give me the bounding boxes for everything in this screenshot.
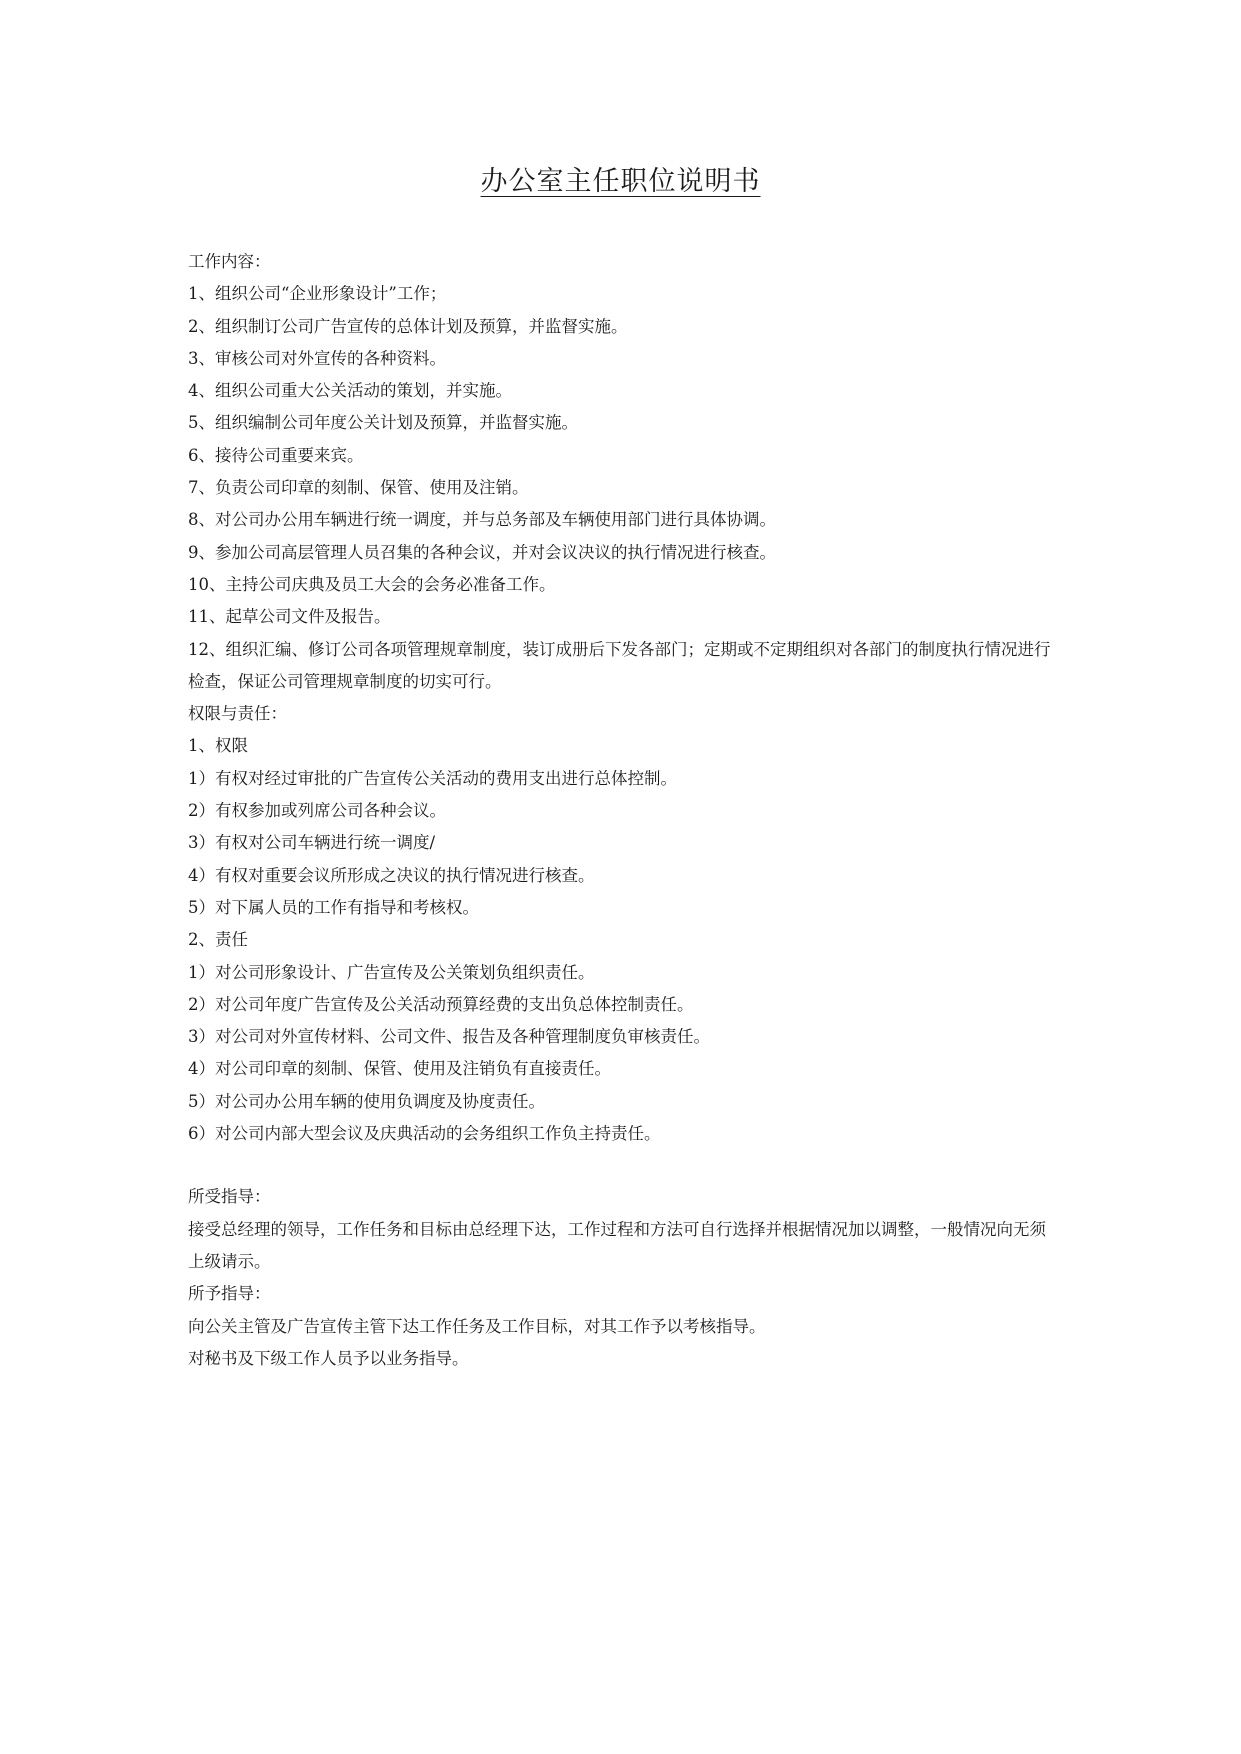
document-title: 办公室主任职位说明书 <box>480 166 761 197</box>
section-heading-guidance-given: 所予指导： <box>188 1284 271 1304</box>
guidance-received-text: 接受总经理的领导，工作任务和目标由总经理下达，工作过程和方法可自行选择并根据情况加以调整，一般情况向无须上级请示。 <box>188 1219 1046 1271</box>
authority-item: 3）有权对公司车辆进行统一调度/ <box>188 833 436 853</box>
authority-item: 1）有权对经过审批的广告宣传公关活动的费用支出进行总体控制。 <box>188 768 677 788</box>
job-content-item: 8、对公司办公用车辆进行统一调度，并与总务部及车辆使用部门进行具体协调。 <box>188 510 776 530</box>
section-heading-guidance-received: 所受指导： <box>188 1187 271 1207</box>
authority-item: 2）有权参加或列席公司各种会议。 <box>188 801 446 821</box>
authority-item: 5）对下属人员的工作有指导和考核权。 <box>188 897 479 917</box>
guidance-given-item: 向公关主管及广告宣传主管下达工作任务及工作目标，对其工作予以考核指导。 <box>188 1316 766 1336</box>
document-title-block <box>0 162 1241 202</box>
job-content-item: 3、审核公司对外宣传的各种资料。 <box>188 348 446 368</box>
job-content-item: 9、参加公司高层管理人员召集的各种会议，并对会议决议的执行情况进行核查。 <box>188 542 776 562</box>
job-content-item: 11、起草公司文件及报告。 <box>188 607 391 627</box>
authority-item: 4）有权对重要会议所形成之决议的执行情况进行核查。 <box>188 865 595 885</box>
responsibility-item: 2）对公司年度广告宣传及公关活动预算经费的支出负总体控制责任。 <box>188 994 694 1014</box>
section-heading-job-content: 工作内容： <box>188 252 271 271</box>
responsibility-item: 5）对公司办公用车辆的使用负调度及协度责任。 <box>188 1091 545 1111</box>
responsibility-item: 4）对公司印章的刻制、保管、使用及注销负有直接责任。 <box>188 1059 611 1079</box>
section-heading-authority-responsibility: 权限与责任： <box>188 704 287 724</box>
subsection-heading-authority: 1、权限 <box>188 736 248 756</box>
job-content-item: 6、接待公司重要来宾。 <box>188 445 364 465</box>
guidance-given-item: 对秘书及下级工作人员予以业务指导。 <box>188 1348 469 1368</box>
job-content-item: 5、组织编制公司年度公关计划及预算，并监督实施。 <box>188 413 578 433</box>
job-content-item: 7、负责公司印章的刻制、保管、使用及注销。 <box>188 478 529 498</box>
job-content-item: 2、组织制订公司广告宣传的总体计划及预算，并监督实施。 <box>188 316 628 336</box>
responsibility-item: 3）对公司对外宣传材料、公司文件、报告及各种管理制度负审核责任。 <box>188 1027 710 1047</box>
job-content-item: 1、组织公司“企业形象设计”工作； <box>188 284 447 304</box>
job-content-item: 4、组织公司重大公关活动的策划，并实施。 <box>188 381 512 401</box>
responsibility-item: 6）对公司内部大型会议及庆典活动的会务组织工作负主持责任。 <box>188 1124 661 1144</box>
subsection-heading-responsibility: 2、责任 <box>188 930 248 950</box>
responsibility-item: 1）对公司形象设计、广告宣传及公关策划负组织责任。 <box>188 962 595 982</box>
job-content-item: 10、主持公司庆典及员工大会的会务必准备工作。 <box>188 574 556 594</box>
document-body <box>188 246 1056 1375</box>
job-content-item: 12、组织汇编、修订公司各项管理规章制度，装订成册后下发各部门；定期或不定期组织对各部门的制度执行情况进行检查，保证公司管理规章制度的切实可行。 <box>188 639 1051 691</box>
paragraph-gap <box>188 1150 1056 1181</box>
